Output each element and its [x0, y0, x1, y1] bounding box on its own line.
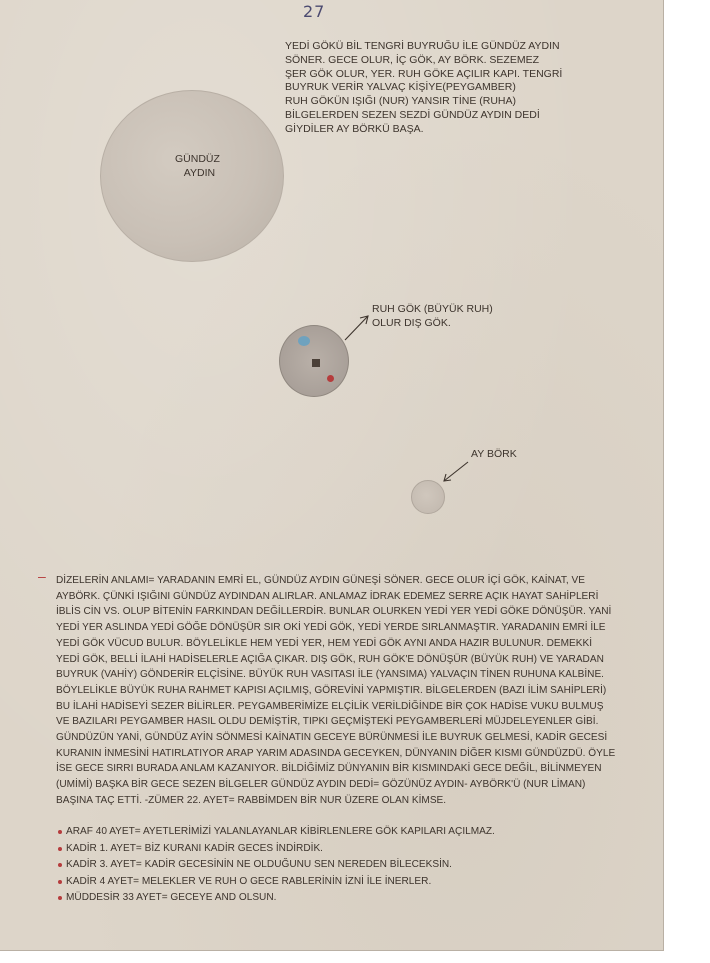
- explanation-text: [56, 573, 656, 809]
- poem-line: ŞER GÖK OLUR, YER. RUH GÖKE AÇILIR KAPI. TENGRİ: [285, 67, 563, 80]
- page-number: 27: [303, 2, 326, 21]
- moon-label: AY BÖRK: [471, 448, 517, 460]
- poem-line: BUYRUK VERİR YALVAÇ KİŞİYE(PEYGAMBER): [285, 81, 516, 94]
- ruh-arrow-head: [360, 316, 368, 324]
- ruh-arrow: [345, 316, 368, 340]
- poem-line: BİLGELERDEN SEZEN SEZDİ GÜNDÜZ AYDIN DEDİ: [285, 108, 540, 121]
- reference-text: ARAF 40 AYET= AYETLERİMİZİ YALANLAYANLAR KİBİRLENLERE GÖK KAPILARI AÇILMAZ.: [66, 826, 495, 837]
- text-line: DİZELERİN ANLAMI= YARADANIN EMRİ EL, GÜNDÜZ AYDIN GÜNEŞİ SÖNER. GECE OLUR İÇİ GÖK, KAİNAT, VE: [56, 575, 586, 586]
- text-line: KURANIN İNMESİNİ HATIRLATIYOR ARAP YARIM ADASINDA GECEYKEN, DÜNYANIN DİĞER KISMI GÜNDÜZDÜ. ÖYLE: [56, 747, 616, 759]
- sun-label-line: GÜNDÜZ: [175, 153, 220, 165]
- ruh-label-line: RUH GÖK (BÜYÜK RUH): [372, 303, 493, 315]
- text-line: İSE GECE SIRRI BURADA ANLAM KAZANIYOR. BİLDİĞİMİZ DÜNYANIN BİR KISMINDAKİ GECE DEĞİL, BİLİNMEYEN: [56, 763, 602, 775]
- text-line: AYBÖRK. ÇÜNKİ IŞIĞINI GÜNDÜZ AYDINDAN ALIRLAR. ANLAMAZ İDRAK EDEMEZ SERRE AÇIK HAYAT SAHİPLERİ: [56, 590, 599, 602]
- reference-text: KADİR 1. AYET= BİZ KURANI KADİR GECES İNDİRDİK.: [66, 842, 323, 854]
- sun-label-line: AYDIN: [183, 166, 216, 179]
- bullet-icon: [58, 847, 62, 851]
- verse-references: [60, 824, 495, 907]
- text-line: İBLİS CİN VS. OLUP BİTENİN FARKINDAN DEĞİLLERDİR. BUNLAR OLURKEN YEDİ YER YEDİ GÖKE DÖNÜŞÜR. YANİ: [56, 606, 612, 618]
- poem-line: GİYDİLER AY BÖRKÜ BAŞA.: [285, 122, 424, 135]
- bullet-icon: [58, 896, 62, 900]
- text-line: YEDİ GÖK VÜCUD BULUR. BÖYLELİKLE HEM YEDİ YER, HEM YEDİ GÖK AYNI ANDA HAZIR BULUNUR. DEMEKKİ: [56, 637, 593, 649]
- text-line: BÖYLELİKLE BÜYÜK RUHA RAHMET KAPISI AÇILMIŞ, GÖREVİNİ YAPMIŞTIR. BİLGELERDEN (BAZI İLİM SAHİPLERİ): [56, 684, 607, 696]
- text-line: BAŞINA TAÇ ETTİ. -ZÜMER 22. AYET= RABBİMDEN BİR NUR ÜZERE OLAN KİMSE.: [56, 794, 447, 806]
- red-dot: [327, 375, 334, 382]
- poem-block: [285, 40, 565, 137]
- reference-text: MÜDDESİR 33 AYET= GECEYE AND OLSUN.: [66, 892, 277, 904]
- ay-arrow-head: [444, 474, 451, 481]
- bullet-icon: [58, 830, 62, 834]
- ruh-gok-circle: [279, 325, 349, 397]
- reference-item: [60, 857, 495, 874]
- text-line: VE BAZILARI PEYGAMBER HASIL OLDU DEMİŞTİR, TIPKI GEÇMİŞTEKİ PEYGAMBERLERİ MÜJDELEYENLER GİBİ.: [56, 716, 599, 728]
- reference-item: [60, 874, 495, 891]
- center-dot: [312, 359, 320, 367]
- ay-bork-circle: [411, 480, 445, 514]
- sun-label: [175, 153, 220, 180]
- blue-dot: [298, 336, 310, 346]
- text-line: (UMİMİ) BAŞKA BİR GECE SEZEN BİLGELER GÜNDÜZ AYDIN DEDİ= GÖZÜNÜZ AYDIN- AYBÖRK'Ü (NUR LİMAN): [56, 779, 586, 791]
- ruh-label: [372, 303, 493, 330]
- bullet-icon: [58, 880, 62, 884]
- poem-line: SÖNER. GECE OLUR, İÇ GÖK, AY BÖRK. SEZEMEZ: [285, 53, 539, 66]
- reference-item: [60, 890, 495, 907]
- poem-line: YEDİ GÖKÜ BİL TENGRİ BUYRUĞU İLE GÜNDÜZ AYDIN: [285, 40, 560, 52]
- text-line: GÜNDÜZÜN YANİ, GÜNDÜZ AYİN SÖNMESİ KAİNATIN GECEYE BÜRÜNMESİ İLE BUYRUK GELMESİ, KADİR GECESİ: [56, 732, 608, 744]
- red-dash-mark: –: [38, 568, 46, 584]
- bullet-icon: [58, 863, 62, 867]
- text-line: BU İLAHİ HADİSEYİ SEZER BİLİRLER. PEYGAMBERİMİZE ELÇİLİK VERİLDİĞİNDE BİR ÇOK HADİSE VUKU BULMUŞ: [56, 700, 604, 712]
- text-line: YEDİ GÖK, BELLİ İLAHİ HADİSELERLE AÇIĞA ÇIKAR. DIŞ GÖK, RUH GÖK'E DÖNÜŞÜR (BÜYÜK RUH) VE YARADAN: [56, 653, 604, 665]
- poem-line: RUH GÖKÜN IŞIĞI (NUR) YANSIR TİNE (RUHA): [285, 95, 517, 108]
- reference-text: KADİR 3. AYET= KADİR GECESİNİN NE OLDUĞUNU SEN NEREDEN BİLECEKSİN.: [66, 859, 452, 871]
- ay-arrow: [444, 462, 468, 481]
- reference-item: [60, 841, 495, 858]
- ruh-label-line: OLUR DIŞ GÖK.: [372, 316, 451, 329]
- reference-text: KADİR 4 AYET= MELEKLER VE RUH O GECE RABLERİNİN İZNİ İLE İNERLER.: [66, 875, 432, 887]
- text-line: YEDİ YER ASLINDA YEDİ GÖĞE DÖNÜŞÜR SIR OKİ YEDİ GÖK, YEDİ YERDE SIRLANMAŞTIR. YARADANIN EMRİ İLE: [56, 622, 606, 634]
- reference-item: [60, 824, 495, 841]
- text-line: BUYRUK (VAHİY) GÖNDERİR ELÇİSİNE. BÜYÜK RUH VASITASI İLE (YANSIMA) YALVAÇIN TİNEN RUHUNA KALBİNE.: [56, 669, 604, 681]
